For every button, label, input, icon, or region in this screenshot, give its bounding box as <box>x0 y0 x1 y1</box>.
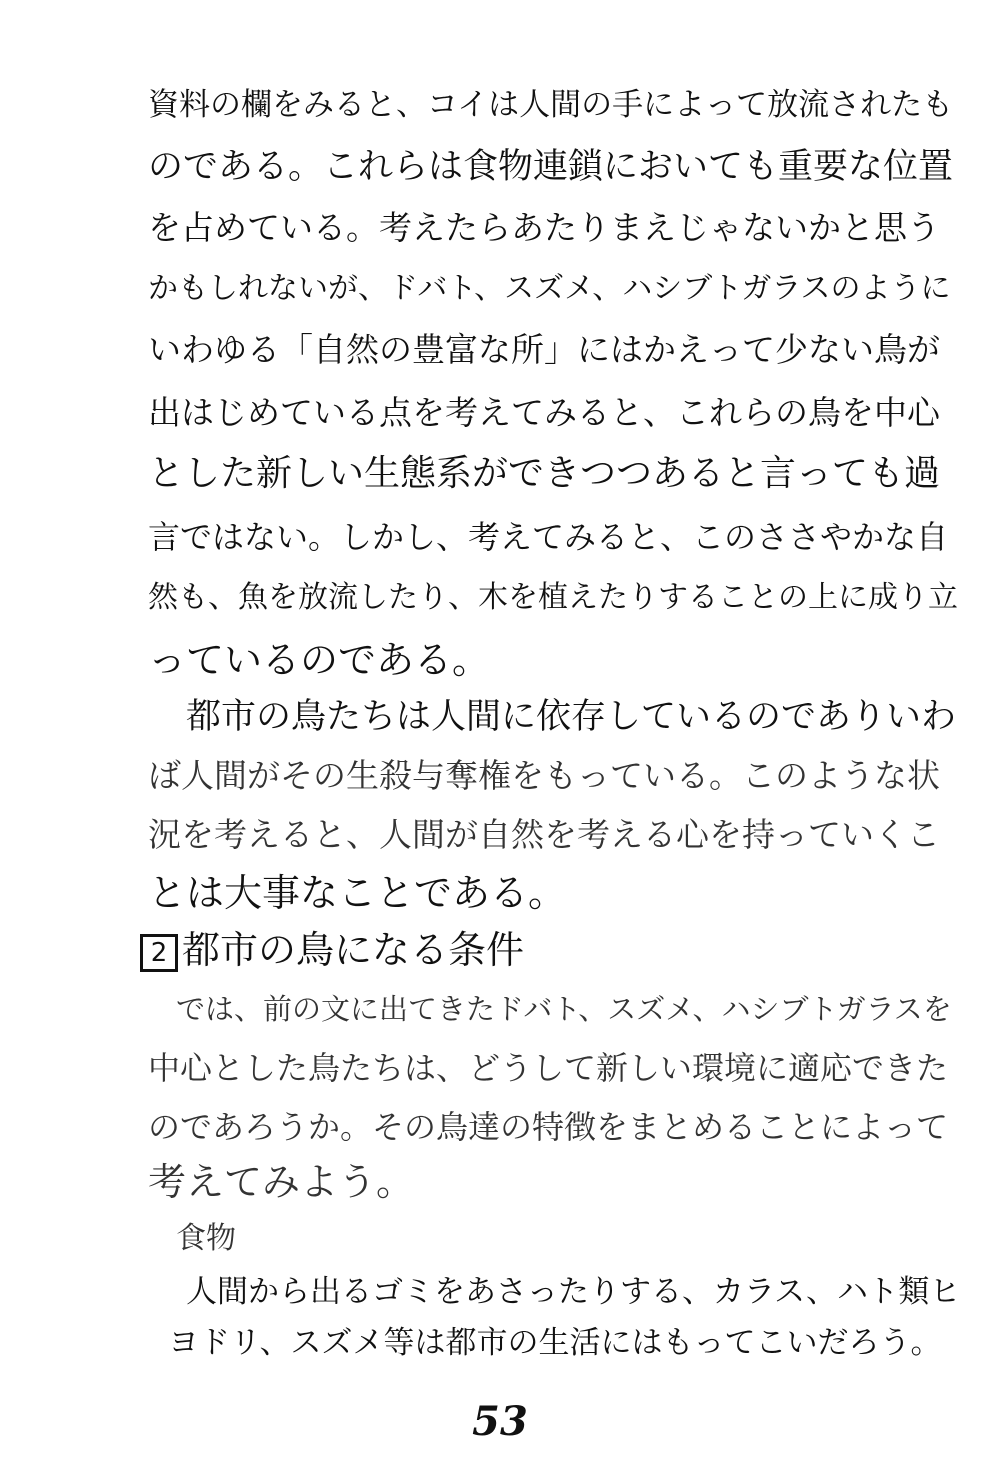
paragraph-1-line-2: のである。これらは食物連鎖においても重要な位置 <box>148 147 954 187</box>
paragraph-1-line-10: っているのである。 <box>148 638 491 682</box>
paragraph-1-line-6: 出はじめている点を考えてみると、これらの鳥を中心 <box>148 393 940 432</box>
section-title: 都市の鳥になる条件 <box>182 928 525 972</box>
paragraph-2-line-4: とは大事なことである。 <box>148 871 567 915</box>
paragraph-3-line-3: のであろうか。その鳥達の特徴をまとめることによって <box>148 1108 949 1146</box>
paragraph-1-line-8: 言ではない。しかし、考えてみると、このささやかな自 <box>148 518 949 556</box>
section-number-box: 2 <box>140 934 178 972</box>
paragraph-2-line-3: 況を考えると、人間が自然を考える心を持っていくこ <box>148 815 940 854</box>
paragraph-1-line-3: を占めている。考えたらあたりまえじゃないかと思う <box>148 208 940 247</box>
paragraph-4-line-2: ヨドリ、スズメ等は都市の生活にはもってこいだろう。 <box>168 1325 942 1361</box>
paragraph-2-line-2: ば人間がその生殺与奪権をもっている。このような状 <box>148 756 940 795</box>
paragraph-2-line-1: 都市の鳥たちは人間に依存しているのでありいわ <box>186 697 957 737</box>
paragraph-3-line-4: 考えてみよう。 <box>148 1160 415 1204</box>
page-number: 53 <box>472 1398 528 1445</box>
paragraph-1-line-5: いわゆる「自然の豊富な所」にはかえって少ない鳥が <box>148 330 940 369</box>
subheading-food: 食物 <box>176 1221 236 1256</box>
paragraph-1-line-9: 然も、魚を放流したり、木を植えたりすることの上に成り立 <box>148 580 958 615</box>
section-heading <box>140 928 524 972</box>
paragraph-1-line-1: 資料の欄をみると、コイは人間の手によって放流されたも <box>148 87 954 123</box>
paragraph-4-line-1: 人間から出るゴミをあさったりする、カラス、ハト類ヒ <box>186 1274 961 1310</box>
paragraph-1-line-7: とした新しい生態系ができつつあると言っても過 <box>148 453 941 494</box>
paragraph-1-line-4: かもしれないが、ドバト、スズメ、ハシブトガラスのように <box>148 271 951 306</box>
paragraph-3-line-2: 中心とした鳥たちは、どうして新しい環境に適応できた <box>148 1049 949 1087</box>
paragraph-3-line-1: では、前の文に出てきたドバト、スズメ、ハシブトガラスを <box>176 992 952 1026</box>
